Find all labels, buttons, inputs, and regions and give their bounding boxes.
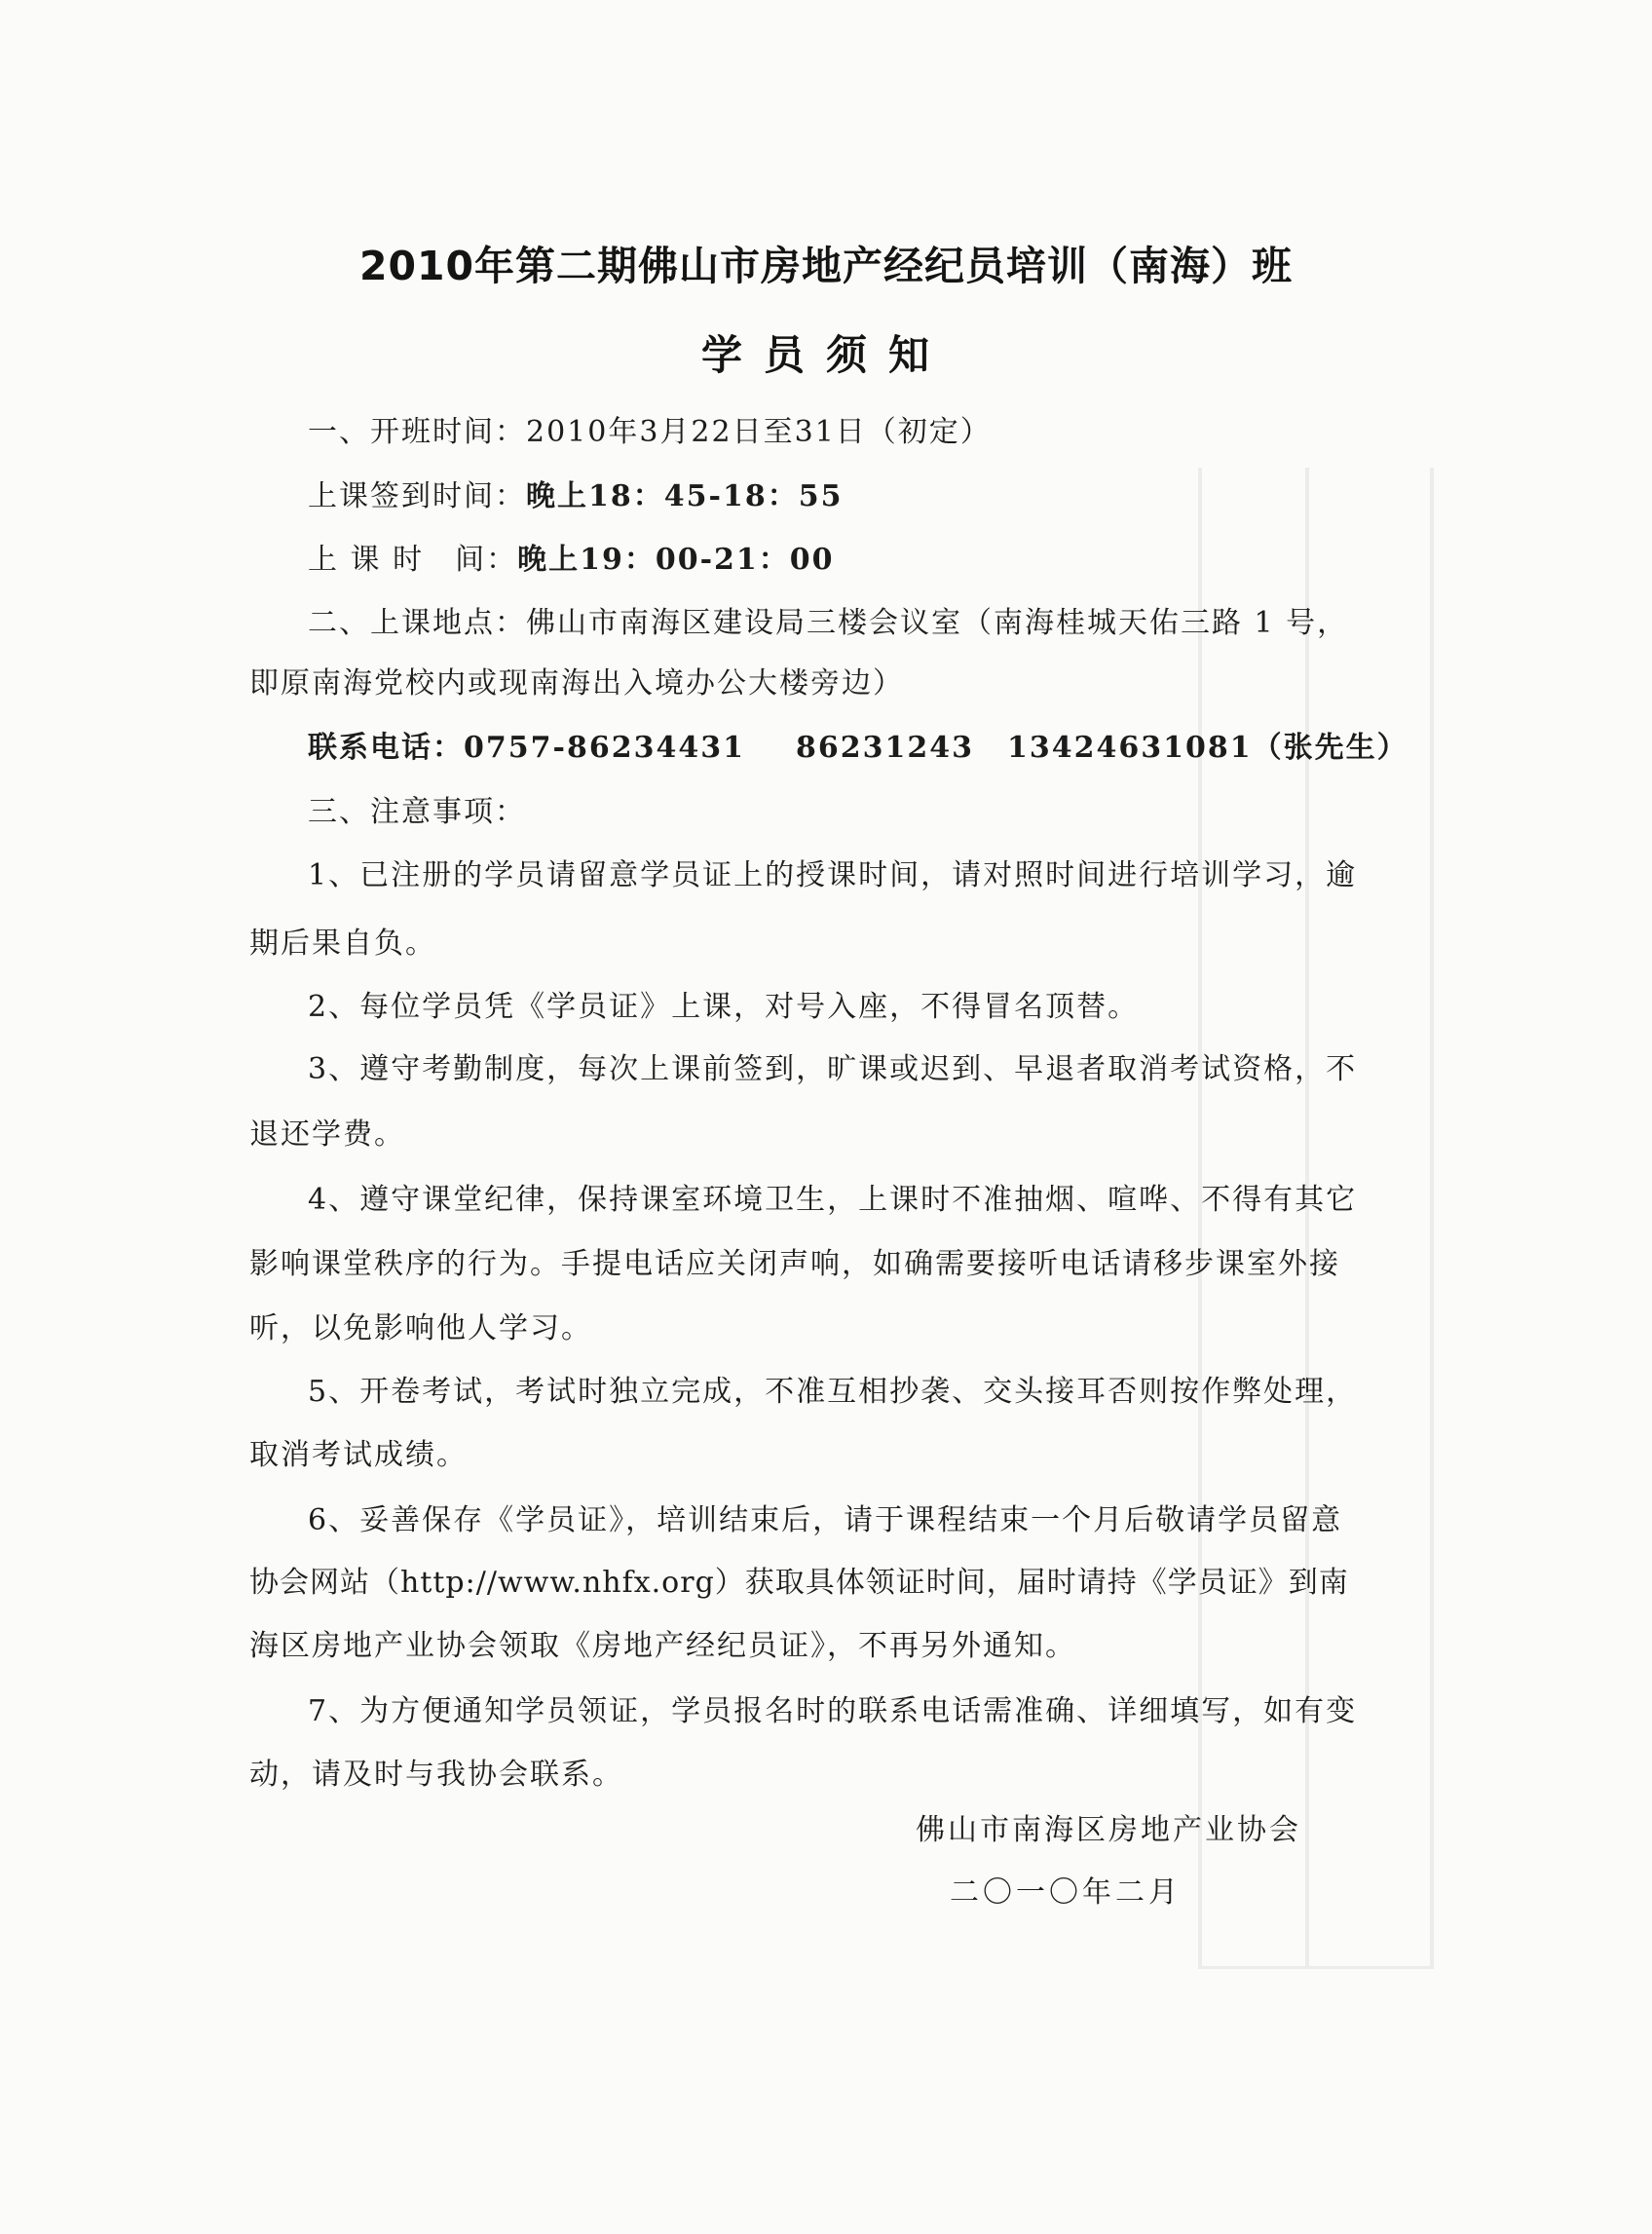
document-subtitle: 学员须知: [700, 331, 951, 379]
location-line-1: 佛山市南海区建设局三楼会议室（南海桂城天佑三路 1 号，: [526, 606, 1349, 640]
contact-phone-2: 86231243: [795, 731, 974, 765]
class-time-line: [308, 535, 835, 578]
contact-line: [308, 723, 1408, 766]
contact-label: 联系电话：: [308, 731, 464, 765]
note-5-line-1: 5、开卷考试，考试时独立完成，不准互相抄袭、交头接耳否则按作弊处理，: [308, 1375, 1358, 1409]
signature-date: 二〇一〇年二月: [950, 1875, 1182, 1910]
show-through-line: [1430, 468, 1434, 1968]
signin-time-line: [308, 472, 843, 514]
show-through-line: [1305, 468, 1309, 1968]
note-3-line-1: 3、遵守考勤制度，每次上课前签到，旷课或迟到、早退者取消考试资格，不: [308, 1052, 1358, 1086]
contact-phone-1: 0757-86234431: [464, 731, 745, 765]
notes-heading: 三、注意事项：: [308, 795, 526, 829]
location-line-2: 即原南海党校内或现南海出入境办公大楼旁边）: [249, 666, 904, 700]
class-time-value: 晚上19：00-21：00: [517, 543, 835, 577]
note-6-line-2: 协会网站（http://www.nhfx.org）获取具体领证时间，届时请持《学员证》到南: [249, 1566, 1349, 1600]
note-4-line-2: 影响课堂秩序的行为。手提电话应关闭声响，如确需要接听电话请移步课室外接: [249, 1247, 1340, 1281]
open-time-label: 一、开班时间：: [308, 415, 526, 449]
contact-phone-3: 13424631081（张先生）: [1006, 731, 1408, 765]
note-5-line-2: 取消考试成绩。: [249, 1438, 468, 1472]
note-6-line-1: 6、妥善保存《学员证》，培训结束后，请于课程结束一个月后敬请学员留意: [308, 1503, 1343, 1537]
note-3-line-2: 退还学费。: [249, 1117, 405, 1152]
signin-time-value: 晚上18：45-18：55: [526, 479, 844, 513]
note-7-line-2: 动，请及时与我协会联系。: [249, 1758, 623, 1792]
show-through-line: [1198, 1966, 1434, 1969]
note-4-line-1: 4、遵守课堂纪律，保持课室环境卫生，上课时不准抽烟、喧哗、不得有其它: [308, 1183, 1358, 1217]
note-1-line-1: 1、已注册的学员请留意学员证上的授课时间，请对照时间进行培训学习，逾: [308, 858, 1358, 892]
signature-organization: 佛山市南海区房地产业协会: [916, 1813, 1301, 1847]
note-7-line-1: 7、为方便通知学员领证，学员报名时的联系电话需准确、详细填写，如有变: [308, 1694, 1358, 1728]
show-through-line: [1198, 468, 1202, 1968]
note-6-line-3: 海区房地产业协会领取《房地产经纪员证》，不再另外通知。: [249, 1629, 1076, 1663]
location-label: 二、上课地点：: [308, 606, 526, 640]
note-4-line-3: 听，以免影响他人学习。: [249, 1311, 592, 1345]
open-time-line: [308, 407, 992, 450]
note-1-line-2: 期后果自负。: [249, 927, 436, 961]
signin-time-label: 上课签到时间：: [308, 479, 526, 513]
open-time-value: 2010年3月22日至31日（初定）: [526, 415, 992, 449]
class-time-label: 上 课 时 间：: [308, 543, 518, 577]
document-title: 2010年第二期佛山市房地产经纪员培训（南海）班: [358, 243, 1294, 289]
location-line: [308, 598, 1348, 641]
note-2-line-1: 2、每位学员凭《学员证》上课，对号入座，不得冒名顶替。: [308, 990, 1140, 1024]
